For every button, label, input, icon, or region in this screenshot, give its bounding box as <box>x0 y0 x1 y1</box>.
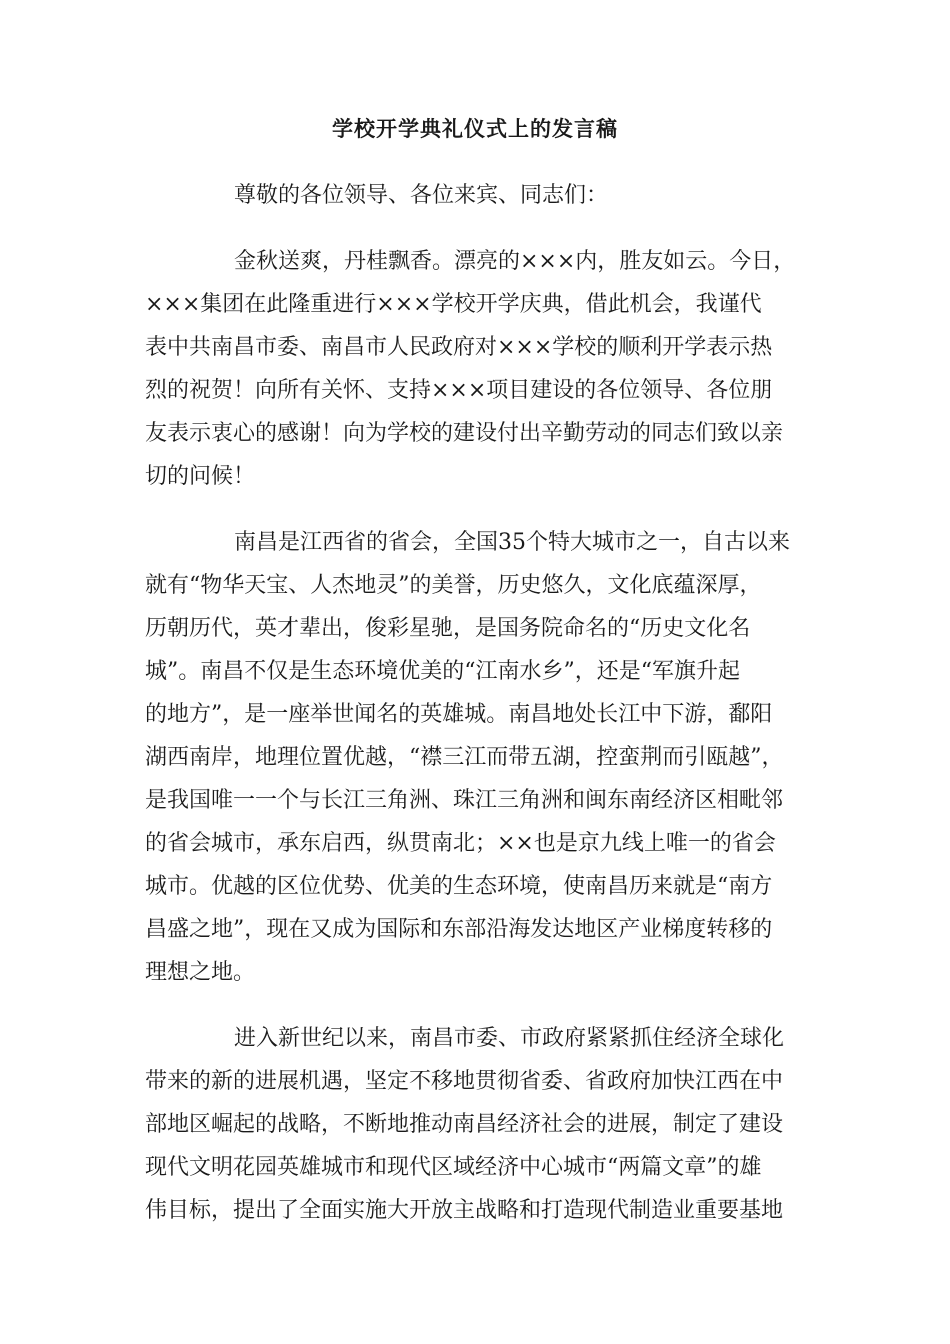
paragraph-2-line: 湖西南岸，地理位置优越，“襟三江而带五湖，控蛮荆而引瓯越”， <box>145 745 784 770</box>
paragraph-3-line: 现代文明花园英雄城市和现代区域经济中心城市“两篇文章”的雄 <box>145 1155 762 1180</box>
paragraph-1-line: 友表示衷心的感谢！向为学校的建设付出辛勤劳动的同志们致以亲 <box>145 421 784 446</box>
document-title: 学校开学典礼仪式上的发言稿 <box>332 116 618 141</box>
salutation: 尊敬的各位领导、各位来宾、同志们： <box>234 183 609 208</box>
paragraph-1-line: 金秋送爽，丹桂飘香。漂亮的×××内，胜友如云。今日， <box>234 249 796 274</box>
paragraph-3-line: 进入新世纪以来，南昌市委、市政府紧紧抓住经济全球化 <box>234 1026 785 1051</box>
paragraph-2-line: 历朝历代，英才辈出，俊彩星驰，是国务院命名的“历史文化名 <box>145 616 751 641</box>
paragraph-2-line: 就有“物华天宝、人杰地灵”的美誉，历史悠久，文化底蕴深厚， <box>145 573 762 598</box>
paragraph-2-line: 昌盛之地”，现在又成为国际和东部沿海发达地区产业梯度转移的 <box>145 917 773 942</box>
paragraph-2-line: 城市。优越的区位优势、优美的生态环境，使南昌历来就是“南方 <box>145 874 773 899</box>
paragraph-2-line: 理想之地。 <box>145 960 256 985</box>
paragraph-2-line: 的省会城市，承东启西，纵贯南北；××也是京九线上唯一的省会 <box>145 831 776 856</box>
paragraph-1-line: 切的问候！ <box>145 464 256 489</box>
paragraph-1-line: 表中共南昌市委、南昌市人民政府对×××学校的顺利开学表示热 <box>145 335 773 360</box>
paragraph-1-line: ×××集团在此隆重进行×××学校开学庆典，借此机会，我谨代 <box>145 292 762 317</box>
paragraph-3-line: 带来的新的进展机遇，坚定不移地贯彻省委、省政府加快江西在中 <box>145 1069 784 1094</box>
paragraph-2-line: 的地方”，是一座举世闻名的英雄城。南昌地处长江中下游，鄱阳 <box>145 702 773 727</box>
paragraph-3-line: 部地区崛起的战略，不断地推动南昌经济社会的进展，制定了建设 <box>145 1112 784 1137</box>
paragraph-3-line: 伟目标，提出了全面实施大开放主战略和打造现代制造业重要基地 <box>145 1198 784 1223</box>
paragraph-1-line: 烈的祝贺！向所有关怀、支持×××项目建设的各位领导、各位朋 <box>145 378 773 403</box>
paragraph-2-line: 城”。南昌不仅是生态环境优美的“江南水乡”，还是“军旗升起 <box>145 659 740 684</box>
paragraph-2-line: 是我国唯一一个与长江三角洲、珠江三角洲和闽东南经济区相毗邻 <box>145 788 784 813</box>
paragraph-2-line: 南昌是江西省的省会，全国35个特大城市之一，自古以来 <box>234 530 790 555</box>
